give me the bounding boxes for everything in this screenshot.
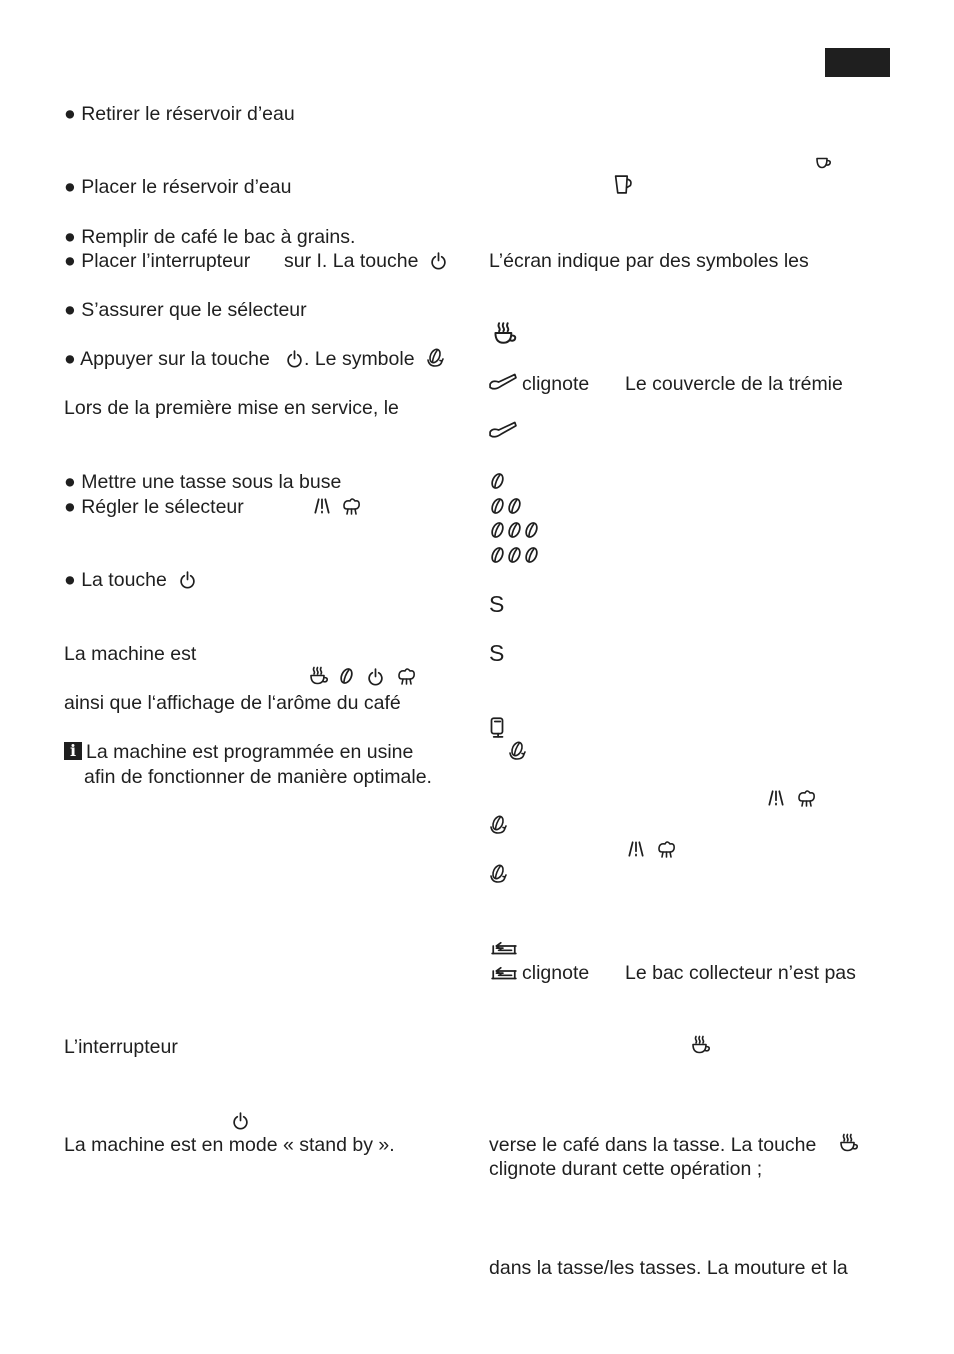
bullet-cup-under-nozzle: ● Mettre une tasse sous la buse <box>64 471 342 493</box>
bean-icon <box>506 497 523 515</box>
strength-s-label: S <box>489 591 505 617</box>
bullet-place-tank: ● Placer le réservoir d’eau <box>64 176 292 198</box>
power-icon <box>232 1112 249 1129</box>
drip-tray-text: Le bac collecteur n’est pas <box>625 962 856 984</box>
bullet-set-selector: ● Régler le sélecteur <box>64 496 244 518</box>
power-icon <box>286 350 303 367</box>
bean-icon <box>489 546 506 564</box>
bullet-switch-b: sur I. La touche <box>284 250 419 272</box>
steam-icon <box>626 840 646 858</box>
info-line-1: La machine est programmée en usine <box>86 741 414 763</box>
bullet-key: ● La touche <box>64 569 167 591</box>
pour-coffee-text: verse le café dans la tasse. La touche <box>489 1134 817 1156</box>
bean-icon <box>338 667 355 685</box>
info-line-2: afin de fonctionner de manière optimale. <box>84 766 432 788</box>
bullet-press-key-a: ● Appuyer sur la touche <box>64 348 270 370</box>
grind-text: dans la tasse/les tasses. La mouture et la <box>489 1257 848 1279</box>
machine-is-paragraph: La machine est <box>64 643 197 665</box>
hopper-lid-icon <box>489 373 517 391</box>
water-icon <box>340 496 364 516</box>
bullet-fill-beans: ● Remplir de café le bac à grains. <box>64 226 356 248</box>
bean-icon <box>489 521 506 539</box>
bean-rotate-icon <box>426 347 444 369</box>
bullet-switch-a: ● Placer l’interrupteur <box>64 250 251 272</box>
blink-label: clignote <box>522 373 590 395</box>
drip-tray-icon <box>490 937 518 955</box>
drip-tray-icon <box>490 962 518 980</box>
bullet-press-key-b: . Le symbole <box>304 348 415 370</box>
standby-paragraph: La machine est en mode « stand by ». <box>64 1134 395 1156</box>
coffee-cup-icon <box>308 666 328 685</box>
power-icon <box>430 252 447 269</box>
water-icon <box>795 788 819 808</box>
coffee-cup-icon <box>838 1133 858 1152</box>
mug-icon <box>613 174 633 195</box>
aroma-display-paragraph: ainsi que l‘affichage de l‘arôme du café <box>64 692 401 714</box>
bean-icon <box>506 546 523 564</box>
bean-icon <box>489 497 506 515</box>
switch-paragraph: L’interrupteur <box>64 1036 178 1058</box>
bean-rotate-icon <box>489 863 507 885</box>
power-icon <box>179 571 196 588</box>
strength-s-label: S <box>489 640 505 666</box>
bean-icon <box>523 546 540 564</box>
bean-icon <box>523 521 540 539</box>
bean-rotate-icon <box>489 814 507 836</box>
water-icon <box>395 666 419 686</box>
bullet-check-selector: ● S’assurer que le sélecteur <box>64 299 307 321</box>
blink-label: clignote <box>522 962 590 984</box>
bean-icon <box>489 472 506 490</box>
steam-icon <box>312 497 332 515</box>
cup-icon <box>815 156 832 169</box>
bean-rotate-icon <box>508 740 526 762</box>
display-symbols-paragraph: L’écran indique par des symboles les <box>489 250 809 272</box>
bullet-remove-tank: ● Retirer le réservoir d’eau <box>64 103 295 125</box>
info-icon: i <box>64 742 82 760</box>
language-tab <box>825 48 890 77</box>
hopper-lid-text: Le couvercle de la trémie <box>625 373 843 395</box>
steam-icon <box>766 789 786 807</box>
first-use-paragraph: Lors de la première mise en service, le <box>64 397 399 419</box>
hopper-lid-icon <box>489 421 517 439</box>
coffee-cup-icon <box>489 322 519 344</box>
bean-icon <box>506 521 523 539</box>
coffee-cup-icon <box>690 1035 710 1054</box>
blinks-during-operation-text: clignote durant cette opération ; <box>489 1158 763 1180</box>
power-icon <box>367 668 384 685</box>
milk-frother-icon <box>489 716 505 738</box>
water-icon <box>655 839 679 859</box>
